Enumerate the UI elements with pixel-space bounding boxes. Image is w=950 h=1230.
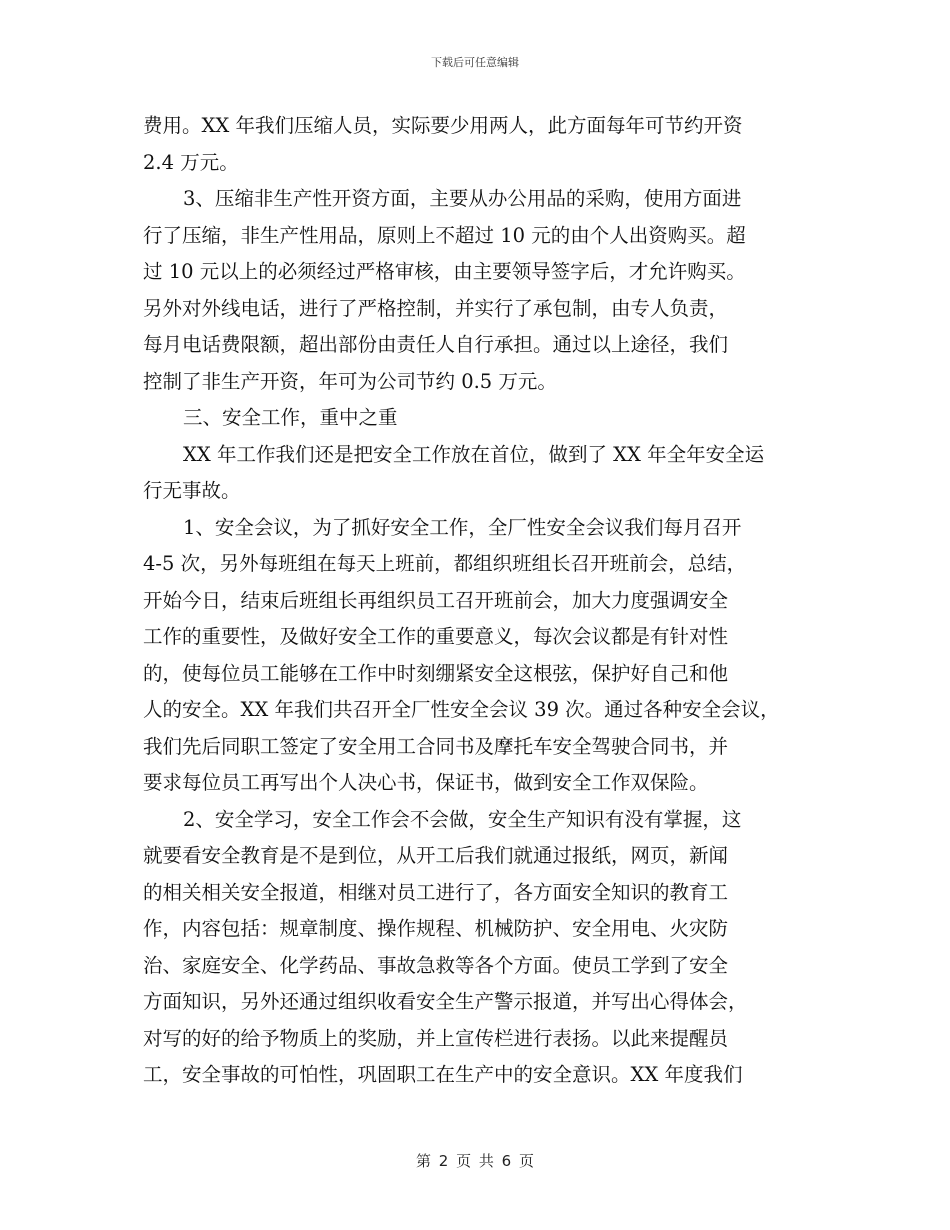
text-line: 作，内容包括：规章制度、操作规程、机械防护、安全用电、火灾防 — [143, 917, 729, 940]
text-line: 控制了非生产开资，年可为公司节约 0.5 万元。 — [143, 369, 557, 393]
text-line: 1、安全会议，为了抓好安全工作，全厂性安全会议我们每月召开 — [183, 515, 742, 539]
text-line: 方面知识，另外还通过组织收看安全生产警示报道，并写出心得体会， — [143, 990, 748, 1013]
text-line: 工作的重要性，及做好安全工作的重要意义，每次会议都是有针对性 — [143, 625, 729, 648]
text-line: 2、安全学习，安全工作会不会做，安全生产知识有没有掌握，这 — [183, 807, 742, 831]
text-line: 的相关相关安全报道，相继对员工进行了，各方面安全知识的教育工 — [143, 880, 729, 904]
text-line: 就要看安全教育是不是到位，从开工后我们就通过报纸，网页，新闻 — [143, 844, 729, 867]
text-line: 开始今日，结束后班组长再组织员工召开班前会，加大力度强调安全 — [143, 588, 729, 612]
text-line: 3、压缩非生产性开资方面，主要从办公用品的采购，使用方面进 — [183, 187, 742, 210]
text-line: 过 10 元以上的必须经过严格审核，由主要领导签字后，才允许购买。 — [143, 260, 746, 283]
text-line: XX 年工作我们还是把安全工作放在首位，做到了 XX 年全年安全运 — [183, 442, 765, 466]
page-header: 下载后可任意编辑 — [431, 56, 519, 69]
text-line: 人的安全。XX 年我们共召开全厂性安全会议 39 次。通过各种安全会议， — [143, 698, 780, 721]
text-line: 工，安全事故的可怕性，巩固职工在生产中的安全意识。XX 年度我们 — [143, 1063, 743, 1086]
text-line: 治、家庭安全、化学药品、事故急救等各个方面。使员工学到了安全 — [143, 953, 729, 977]
document-body — [143, 108, 807, 1094]
text-line: 我们先后同职工签定了安全用工合同书及摩托车安全驾驶合同书，并 — [143, 734, 729, 758]
text-line: 对写的好的给予物质上的奖励，并上宣传栏进行表扬。以此来提醒员 — [143, 1026, 729, 1050]
text-line: 每月电话费限额，超出部份由责任人自行承担。通过以上途径，我们 — [143, 333, 729, 356]
text-line: 三、安全工作，重中之重 — [183, 406, 398, 429]
text-line: 要求每位员工再写出个人决心书，保证书，做到安全工作双保险。 — [143, 771, 709, 794]
text-line: 行了压缩，非生产性用品，原则上不超过 10 元的由个人出资购买。超 — [143, 223, 746, 247]
text-line: 费用。XX 年我们压缩人员，实际要少用两人，此方面每年可节约开资 — [143, 114, 743, 137]
page-number-footer: 第 2 页 共 6 页 — [416, 1152, 534, 1170]
text-line: 4-5 次，另外每班组在每天上班前，都组织班组长召开班前会，总结， — [143, 552, 747, 575]
text-line: 2.4 万元。 — [143, 150, 239, 174]
text-line: 行无事故。 — [143, 479, 241, 502]
text-line: 另外对外线电话，进行了严格控制，并实行了承包制，由专人负责， — [143, 296, 729, 320]
text-line: 的，使每位员工能够在工作中时刻绷紧安全这根弦，保护好自己和他 — [143, 661, 729, 685]
